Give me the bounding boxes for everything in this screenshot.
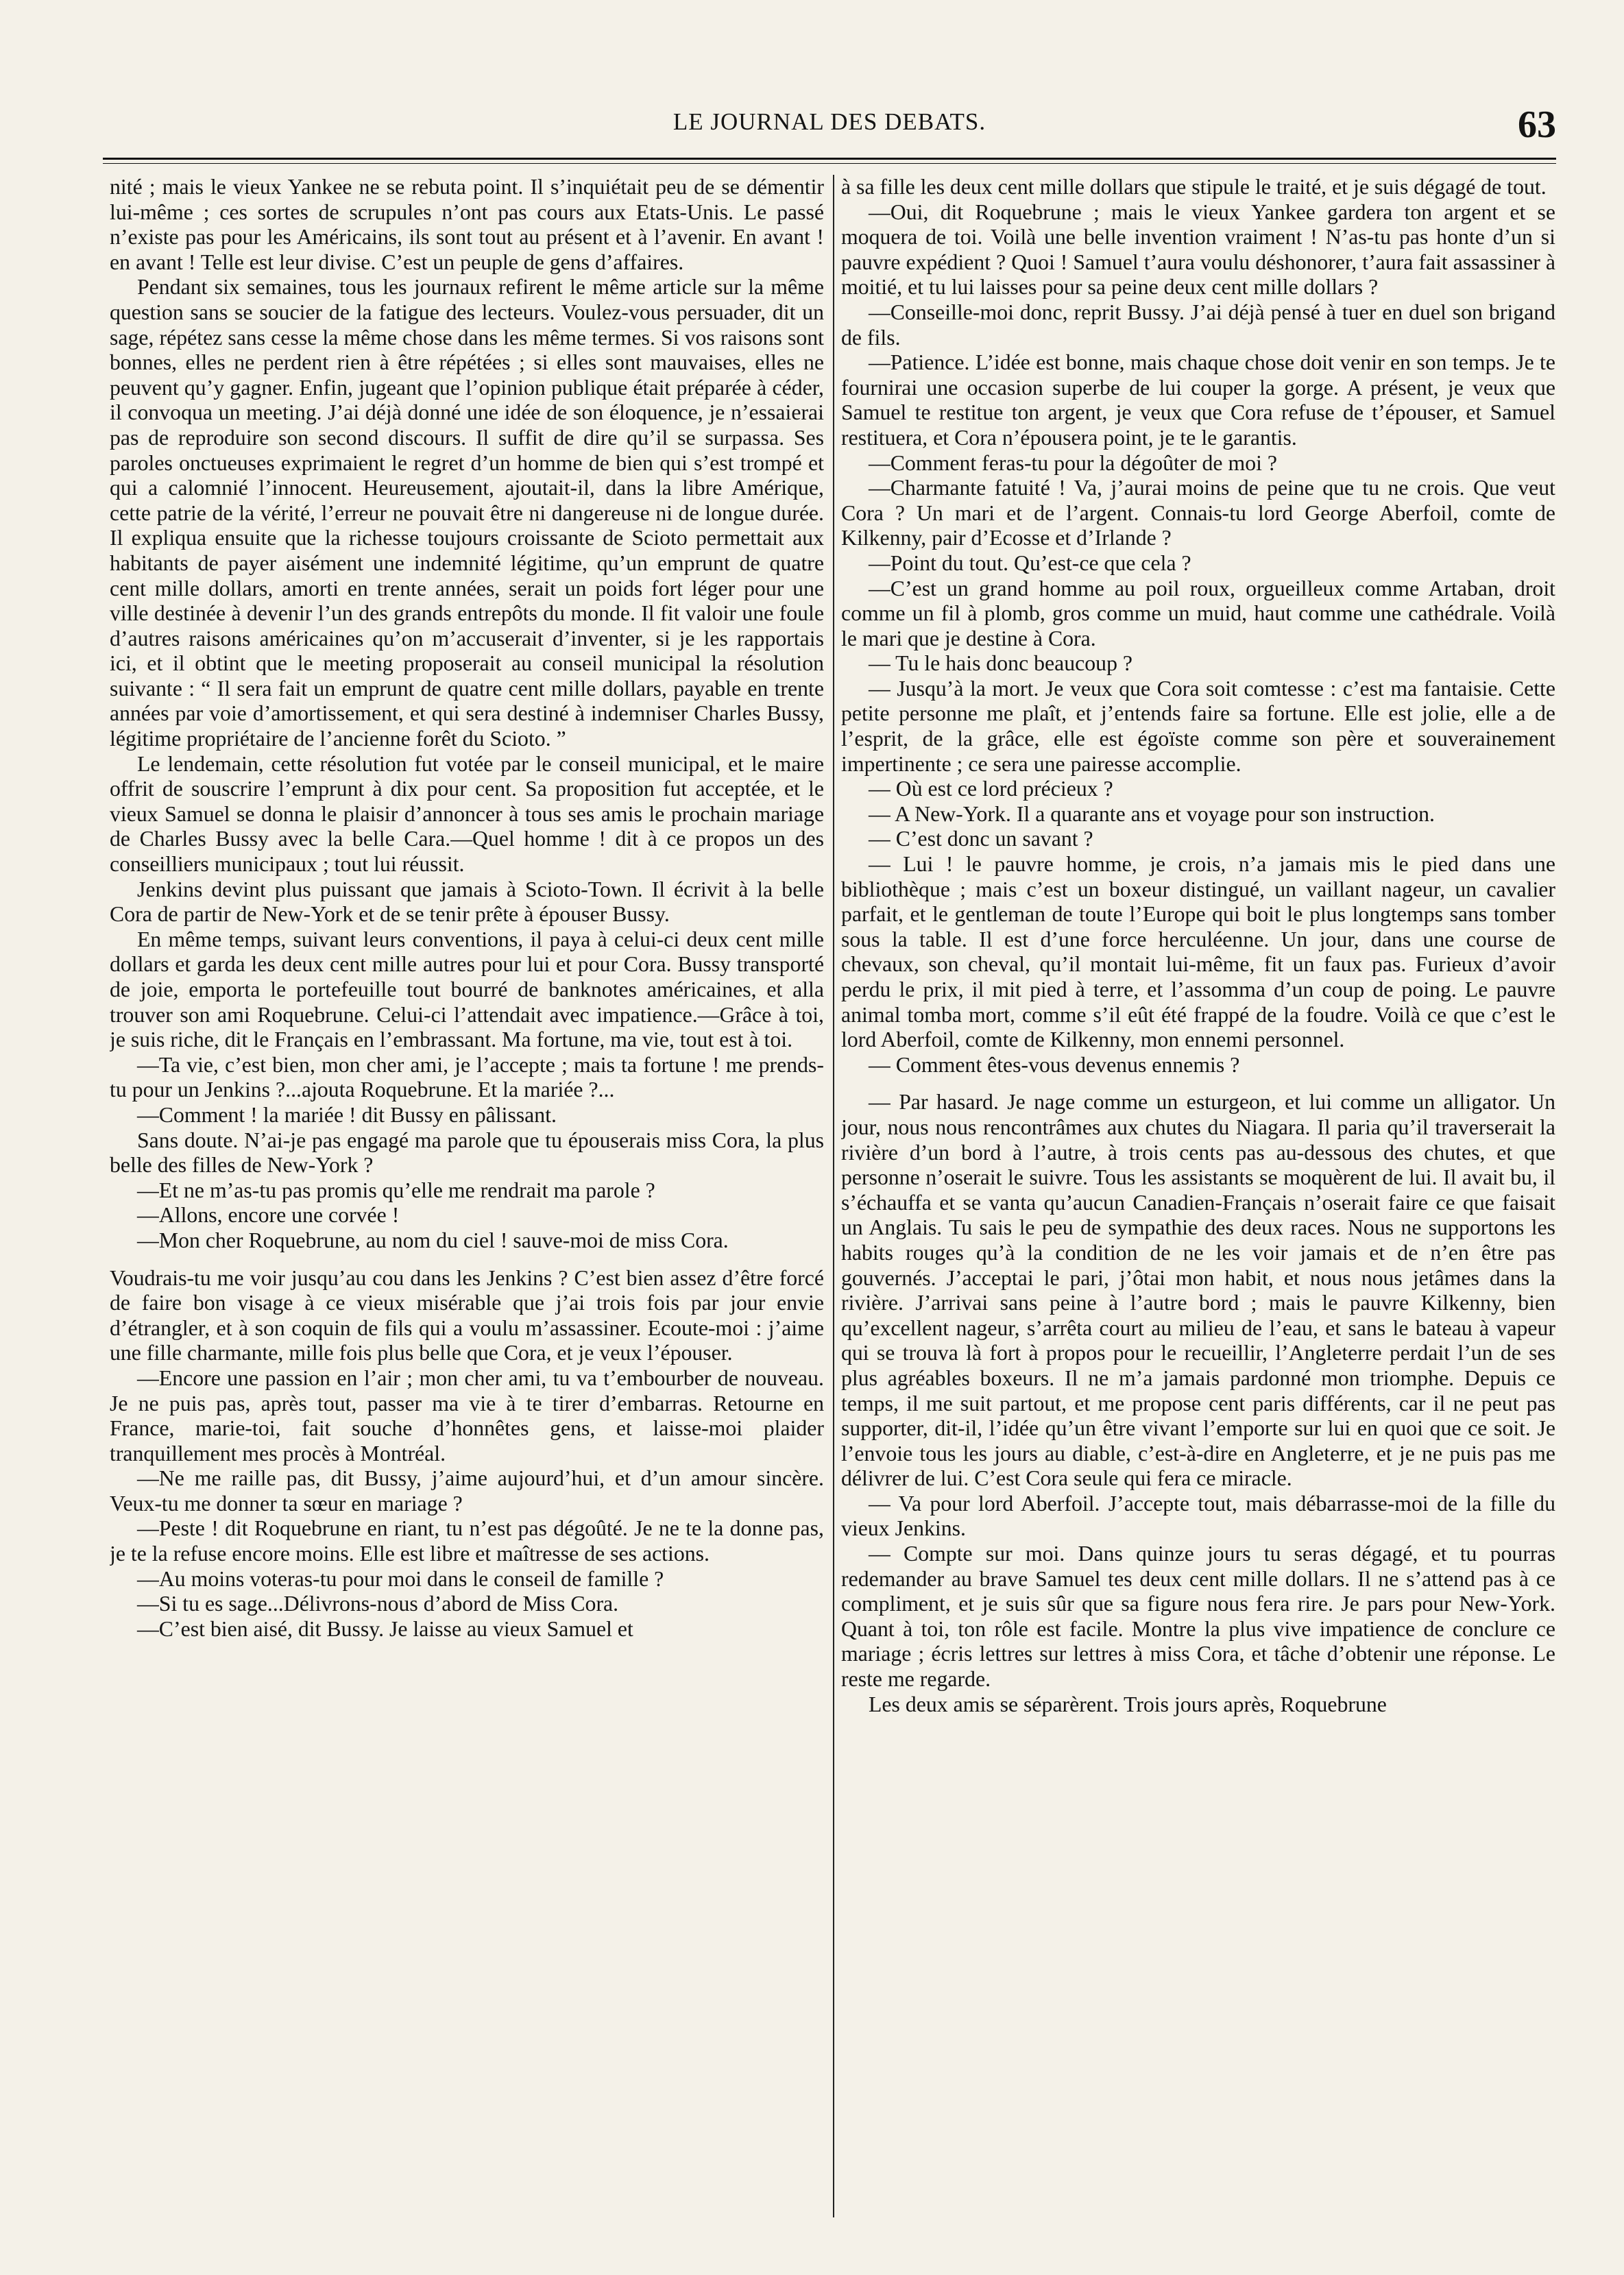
paragraph: — Par hasard. Je nage comme un esturgeon, et lui comme un alligator. Un jour, nous nous rencontrâmes aux chutes du Niagara. Il paria qu’il traverserait la rivière d’un bord à l’autre, à trois cents pas au-dessous des chutes, et que personne n’oserait le suivre. Tous les assistants se moquèrent de lui. Il avait bu, il s’échauffa et se vanta qu’aucun Canadien-Français n’oserait faire ce que faisait un Anglais. Tu sais le peu de sympathie des deux races. Nous ne supportons les habits rouges qu’à la condition de ne les voir jamais et de n’en être pas gouvernés. J’acceptai le pari, j’ôtai mon habit, et nous nous jetâmes dans la rivière. J’arrivai sans peine à l’autre bord ; mais le pauvre Kilkenny, bien qu’excellent nageur, s’arrêta court au milieu de l’eau, et sans le bateau à vapeur qui se trouva là fort à propos pour le recueillir, l’Angleterre perdait l’un de ses plus agréables boxeurs. Il ne m’a jamais pardonné mon triomphe. Depuis ce temps, il me suit partout, et me propose cent paris différents, car il ne peut pas supporter, dit-il, l’idée qu’un être vivant l’emporte sur lui en quoi que ce soit. Je l’envoie tous les jours au diable, c’est-à-dire en Angleterre, et je ne puis pas me délivrer de lui. C’est Cora seule qui fera ce miracle. bbox=[841, 1090, 1555, 1491]
column-divider bbox=[833, 175, 834, 2217]
paragraph: — Va pour lord Aberfoil. J’accepte tout, mais débarrasse-moi de la fille du vieux Jenkins. bbox=[841, 1491, 1555, 1541]
paragraph: —Oui, dit Roquebrune ; mais le vieux Yankee gardera ton argent et se moquera de toi. Voilà une belle invention vraiment ! N’as-tu pas honte d’un si pauvre expédient ? Quoi ! Samuel t’aura voulu déshonorer, t’aura fait assassiner à moitié, et tu lui laisses pour sa peine deux cent mille dollars ? bbox=[841, 199, 1555, 300]
paragraph: — Lui ! le pauvre homme, je crois, n’a jamais mis le pied dans une bibliothèque ; mais c’est un boxeur distingué, un vaillant nageur, un cavalier parfait, et le gentleman de toute l’Europe qui boit le plus longtemps sans tomber sous la table. Il est d’une force herculéenne. Un jour, dans une course de chevaux, son cheval, qu’il montait lui-même, fit un faux pas. Furieux d’avoir perdu le prix, il mit pied à terre, et l’assomma d’un coup de poing. Le pauvre animal tomba mort, comme s’il eût été frappé de la foudre. Voilà ce que c’est le lord Aberfoil, comte de Kilkenny, mon ennemi personnel. bbox=[841, 852, 1555, 1052]
paragraph: à sa fille les deux cent mille dollars que stipule le traité, et je suis dégagé de tout. bbox=[841, 175, 1547, 199]
paragraph: —Comment feras-tu pour la dégoûter de moi ? bbox=[869, 450, 1278, 475]
journal-title: LE JOURNAL DES DEBATS. bbox=[672, 108, 986, 135]
paragraph: —Encore une passion en l’air ; mon cher ami, tu va t’embourber de nouveau. Je ne puis pas, après tout, passer ma vie à te tirer d’embarras. Retourne en France, marie-toi, fait souche d’honnêtes gens, et laisse-moi plaider tranquillement mes procès à Montréal. bbox=[110, 1365, 824, 1465]
paragraph: —Si tu es sage...Délivrons-nous d’abord de Miss Cora. bbox=[137, 1592, 619, 1616]
paragraph: Jenkins devint plus puissant que jamais à Scioto-Town. Il écrivit à la belle Cora de partir de New-York et de se tenir prête à épouser Bussy. bbox=[110, 877, 824, 927]
paragraph: — Où est ce lord précieux ? bbox=[869, 777, 1113, 801]
paragraph: —C’est bien aisé, dit Bussy. Je laisse au vieux Samuel et bbox=[137, 1616, 633, 1641]
paragraph: Sans doute. N’ai-je pas engagé ma parole que tu épouserais miss Cora, la plus belle des filles de New-York ? bbox=[110, 1128, 824, 1178]
paragraph: —Conseille-moi donc, reprit Bussy. J’ai déjà pensé à tuer en duel son brigand de fils. bbox=[841, 300, 1555, 350]
paragraph: —Ne me raille pas, dit Bussy, j’aime aujourd’hui, et d’un amour sincère. Veux-tu me donner ta sœur en mariage ? bbox=[110, 1466, 824, 1516]
paragraph: — Jusqu’à la mort. Je veux que Cora soit comtesse : c’est ma fantaisie. Cette petite personne me plaît, et j’entends faire sa fortune. Elle est jolie, elle a de l’esprit, de la grâce, elle est égoïste comme son père et souverainement impertinente ; ce sera une pairesse accomplie. bbox=[841, 676, 1555, 776]
paragraph: —Et ne m’as-tu pas promis qu’elle me rendrait ma parole ? bbox=[137, 1178, 655, 1202]
paragraph: —Point du tout. Qu’est-ce que cela ? bbox=[869, 550, 1191, 575]
paragraph: Le lendemain, cette résolution fut votée par le conseil municipal, et le maire offrit de souscrire l’emprunt à dix pour cent. Sa proposition fut acceptée, et le vieux Samuel se donna le plaisir d’annoncer à tous ses amis le prochain mariage de Charles Bussy avec la belle Cara.—Quel homme ! dit à ce propos un des conseilliers municipaux ; tout lui réussit. bbox=[110, 751, 824, 877]
page-number: 63 bbox=[1518, 104, 1556, 146]
paragraph: Pendant six semaines, tous les journaux refirent le même article sur la même question sans se soucier de la fatigue des lecteurs. Voulez-vous persuader, dit un sage, répétez sans cesse la même chose dans les même termes. Si vos raisons sont bonnes, elles ne perdent rien à être répétées ; si elles sont mauvaises, elles ne peuvent qu’y gagner. Enfin, jugeant que l’opinion publique était préparée à céder, il convoqua un meeting. J’ai déjà donné une idée de son éloquence, je n’essaierai pas de reproduire son second discours. Il suffit de dire qu’il se surpassa. Ses paroles onctueuses exprimaient le regret d’un homme de bien qui s’est trompé et qui a calomnié l’innocent. Heureusement, ajoutait-il, dans la libre Amérique, cette patrie de la vérité, l’erreur ne pouvait être ni dangereuse ni de longue durée. Il expliqua ensuite que la richesse toujours croissante de Scioto permettait aux habitants de payer aisément une indemnité légitime, qu’un emprunt de quatre cent mille dollars, amorti en trente années, serait un poids fort léger pour une ville destinée à devenir l’un des grands entrepôts du monde. Il fit valoir une foule d’autres raisons américaines qu’on m’accuserait d’inventer, si je les rapportais ici, et il obtint que le meeting proposerait au conseil municipal la résolution suivante : “ Il sera fait un emprunt de quatre cent mille dollars, payable en trente années par voie d’amortissement, et qui sera destiné à indemniser Charles Bussy, légitime propriétaire de l’ancienne forêt du Scioto. ” bbox=[110, 275, 824, 751]
paragraph: —Patience. L’idée est bonne, mais chaque chose doit venir en son temps. Je te fournirai une occasion superbe de lui couper la gorge. A présent, je veux que Samuel te restitue ton argent, je veux que Cora refuse de t’épouser, et Samuel restituera, et Cora n’épousera point, je te le garantis. bbox=[841, 350, 1555, 450]
paragraph: — A New-York. Il a quarante ans et voyage pour son instruction. bbox=[869, 801, 1435, 826]
paragraph: —Ta vie, c’est bien, mon cher ami, je l’accepte ; mais ta fortune ! me prends-tu pour un Jenkins ?...ajouta Roquebrune. Et la mariée ?... bbox=[110, 1052, 824, 1102]
header-rule bbox=[103, 158, 1556, 160]
paragraph: —Comment ! la mariée ! dit Bussy en pâlissant. bbox=[137, 1102, 557, 1127]
paragraph: — Comment êtes-vous devenus ennemis ? bbox=[869, 1052, 1240, 1077]
paragraph: — Tu le hais donc beaucoup ? bbox=[869, 651, 1133, 676]
paragraph: En même temps, suivant leurs conventions, il paya à celui-ci deux cent mille dollars et garda les deux cent mille autres pour lui et pour Cora. Bussy transporté de joie, emporta le portefeuille tout bourré de banknotes américaines, et alla trouver son ami Roquebrune. Celui-ci l’attendait avec impatience.—Grâce à toi, je suis riche, dit le Français en l’embrassant. Ma fortune, ma vie, tout est à toi. bbox=[110, 927, 824, 1052]
page-header bbox=[103, 103, 1556, 144]
paragraph: —Allons, encore une corvée ! bbox=[137, 1203, 400, 1228]
left-column bbox=[110, 175, 824, 2228]
right-column bbox=[841, 175, 1555, 2228]
paragraph: —Au moins voteras-tu pour moi dans le conseil de famille ? bbox=[137, 1566, 664, 1591]
paragraph: —C’est un grand homme au poil roux, orgueilleux comme Artaban, droit comme un fil à plomb, gros comme un muid, haut comme une cathédrale. Voilà le mari que je destine à Cora. bbox=[841, 576, 1555, 650]
paragraph: —Charmante fatuité ! Va, j’aurai moins de peine que tu ne crois. Que veut Cora ? Un mari et de l’argent. Connais-tu lord George Aberfoil, comte de Kilkenny, pair d’Ecosse et d’Irlande ? bbox=[841, 476, 1555, 550]
header-rule-thin bbox=[103, 163, 1556, 164]
paragraph: nité ; mais le vieux Yankee ne se rebuta point. Il s’inquiétait peu de se démentir lui-même ; ces sortes de scrupules n’ont pas cours aux Etats-Unis. Le passé n’existe pas pour les Américains, ils sont tout au présent et à l’avenir. En avant ! en avant ! Telle est leur divise. C’est un peuple de gens d’affaires. bbox=[110, 175, 824, 274]
paragraph: —Peste ! dit Roquebrune en riant, tu n’est pas dégoûté. Je ne te la donne pas, je te la refuse encore moins. Elle est libre et maîtresse de ses actions. bbox=[110, 1516, 824, 1566]
paragraph: — C’est donc un savant ? bbox=[869, 827, 1093, 851]
paragraph: Voudrais-tu me voir jusqu’au cou dans les Jenkins ? C’est bien assez d’être forcé de faire bon visage à ce vieux misérable que j’ai trois fois par jour envie d’étrangler, et à son coquin de fils qui a voulu m’assassiner. Ecoute-moi : j’aime une fille charmante, mille fois plus belle que Cora, et je veux l’épouser. bbox=[110, 1265, 824, 1365]
paragraph: —Mon cher Roquebrune, au nom du ciel ! sauve-moi de miss Cora. bbox=[137, 1228, 729, 1252]
paragraph: — Compte sur moi. Dans quinze jours tu seras dégagé, et tu pourras redemander au brave Samuel tes deux cent mille dollars. Il ne s’attend pas à ce compliment, et je suis sûr que sa figure nous fera rire. Je pars pour New-York. Quant à toi, ton rôle est facile. Montre la plus vive impatience de conclure ce mariage ; écris lettres sur lettres à miss Cora, et tâche d’obtenir une réponse. Le reste me regarde. bbox=[841, 1542, 1555, 1692]
paragraph: Les deux amis se séparèrent. Trois jours après, Roquebrune bbox=[869, 1692, 1387, 1716]
